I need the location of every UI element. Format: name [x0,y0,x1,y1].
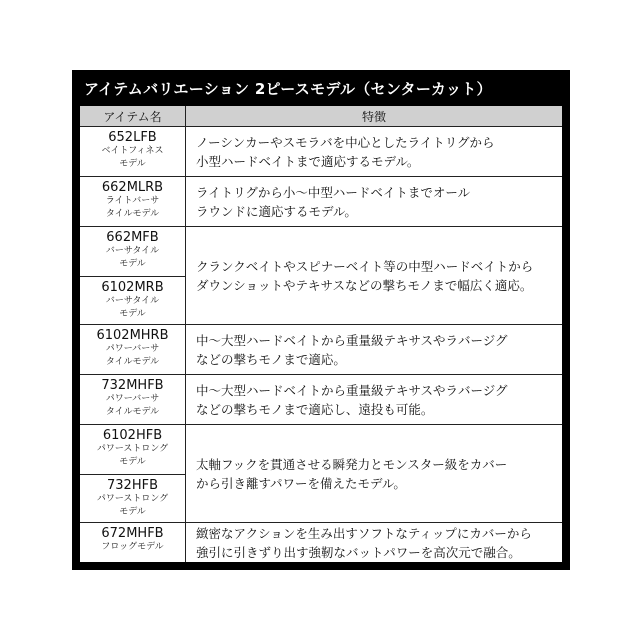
model-type-line: ライトバーサ [105,196,160,206]
model-code: 672MHFB [101,526,164,541]
model-type-line: タイルモデル [105,357,160,367]
model-code: 732HFB [107,478,158,493]
table-row [80,375,562,425]
model-code: 6102HFB [102,428,163,443]
table-row-group [80,425,562,523]
item-variation-card [72,70,570,570]
feature-line: 緻密なアクションを生み出すソフトなティップにカバーから [196,525,532,541]
feature-line: 中〜大型ハードベイトから重量級テキサスやラバージグ [196,382,508,398]
table-row [80,325,562,375]
model-code: 652LFB [108,130,157,145]
item-name-cell [80,227,186,276]
model-type-line: パワーストロング [96,444,169,454]
feature-line: 太軸フックを貫通させる瞬発力とモンスター級をカバー [196,456,508,472]
model-type-line: ベイトフィネス [101,146,164,156]
table-row [80,177,562,227]
item-name-cell [80,127,186,176]
feature-cell [186,227,562,324]
item-name-cell [80,375,186,424]
model-type-line: モデル [119,457,146,467]
table-row [80,523,562,562]
model-code: 6102MRB [101,280,164,295]
item-name-cell [80,425,186,474]
feature-line: ラウンドに適応するモデル。 [196,203,357,219]
model-type-line: パワーストロング [96,494,169,504]
model-code: 732MHFB [101,378,164,393]
feature-cell [186,127,562,176]
column-header-feature: 特徴 [361,109,386,124]
feature-line: 小型ハードベイトまで適応するモデル。 [196,153,420,169]
model-type-line: フロッグモデル [101,542,164,552]
feature-cell [186,425,562,522]
model-type-line: モデル [119,309,146,319]
feature-line: などの撃ちモノまで適応し、遠投も可能。 [196,401,434,417]
model-code: 662MFB [106,230,159,245]
model-type-line: バーサタイル [105,246,160,256]
item-name-cell [80,177,186,226]
feature-cell [186,325,562,374]
section-title: アイテムバリエーション 2ピースモデル（センターカット） [84,79,492,98]
table-header-row [80,106,562,127]
feature-cell [186,177,562,226]
variation-table [80,106,562,562]
model-type-line: タイルモデル [105,209,160,219]
model-code: 662MLRB [101,180,164,195]
model-type-line: モデル [119,507,146,517]
feature-line: などの撃ちモノまで適応。 [196,351,346,367]
item-name-cell [80,325,186,374]
feature-line: 中〜大型ハードベイトから重量級テキサスやラバージグ [196,332,508,348]
item-name-cell [80,277,186,324]
feature-cell [186,375,562,424]
feature-line: ダウンショットやテキサスなどの撃ちモノまで幅広く適応。 [196,277,533,293]
item-name-cell [80,475,186,522]
model-type-line: パワーバーサ [105,394,160,404]
feature-line: から引き離すパワーを備えたモデル。 [196,475,406,491]
table-row [80,127,562,177]
model-code: 6102MHRB [96,328,169,343]
item-name-cell [80,523,186,562]
feature-line: 強引に引きずり出す強靭なバットパワーを高次元で融合。 [196,544,521,560]
table-row-group [80,227,562,325]
model-type-line: モデル [119,159,146,169]
feature-line: クランクベイトやスピナーベイト等の中型ハードベイトから [196,258,534,274]
feature-line: ライトリグから小〜中型ハードベイトまでオール [196,184,471,200]
column-header-item-name: アイテム名 [80,106,186,126]
model-type-line: モデル [119,259,146,269]
model-type-line: パワーバーサ [105,344,160,354]
feature-cell [186,523,562,562]
feature-line: ノーシンカーやスモラバを中心としたライトリグから [196,134,495,150]
model-type-line: バーサタイル [105,296,160,306]
model-type-line: タイルモデル [105,407,160,417]
